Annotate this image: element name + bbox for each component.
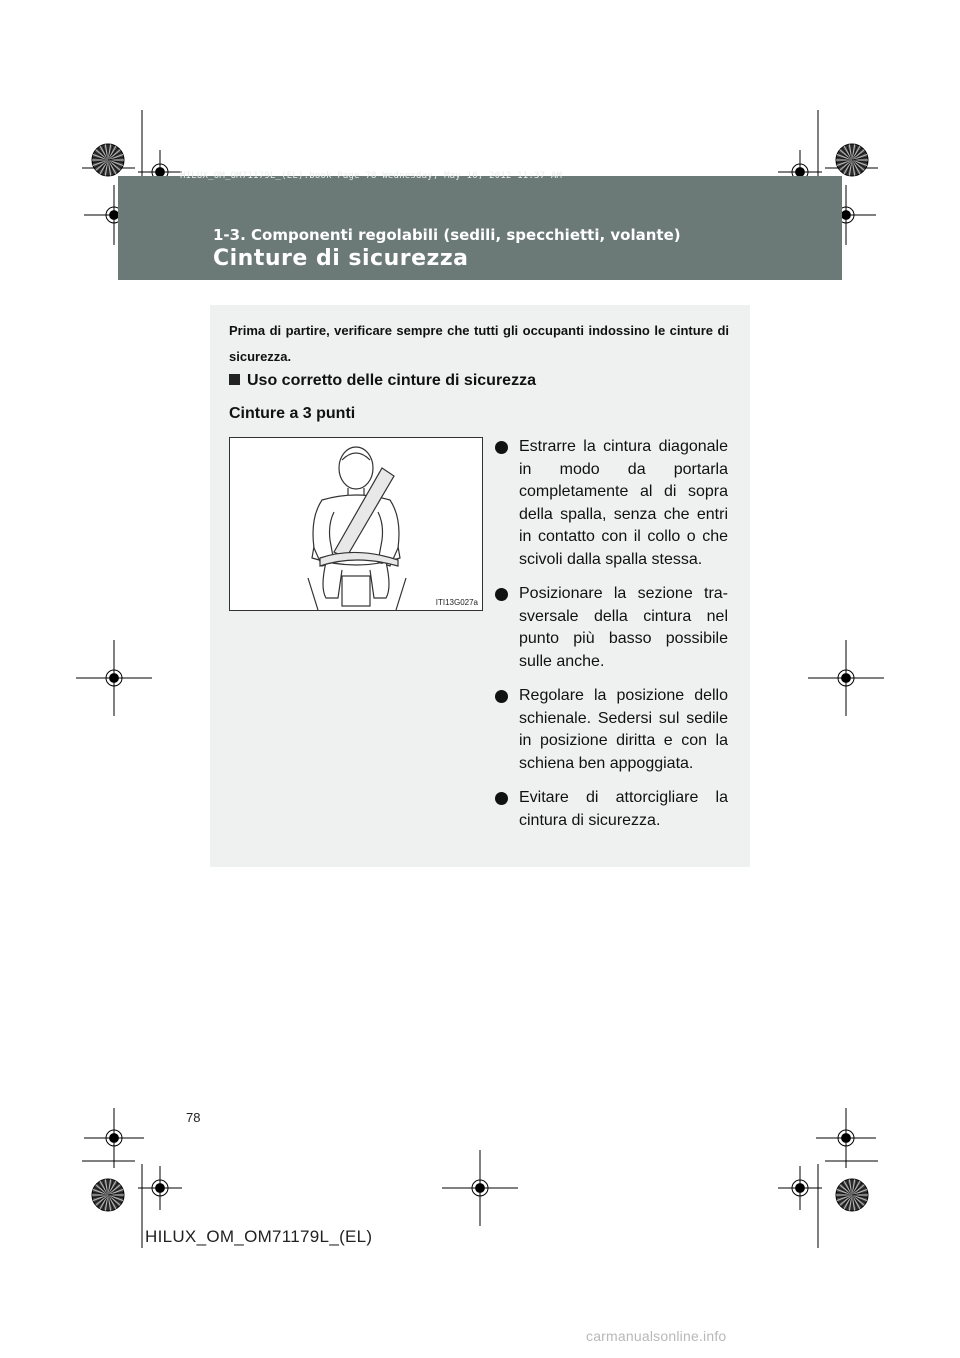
bullet-text: Regolare la posizione dello schienale. Sedersi sul sedile in posizione diritta e con la schiena ben appoggiata. — [519, 687, 728, 772]
list-item — [495, 436, 728, 571]
list-item — [495, 685, 728, 775]
starburst-mark — [92, 1179, 124, 1211]
bullet-text: Estrarre la cintura diagonale in modo da portarla completamente al di sopra della spalla, senza che entri in contatto con il collo o che scivoli dalla spalla stessa. — [519, 438, 728, 568]
list-item — [495, 583, 728, 673]
figure-code: ITI13G027a — [435, 598, 478, 607]
bullet-dot-icon — [495, 588, 508, 601]
section-heading-label: Uso corretto delle cinture di sicurezza — [247, 372, 536, 389]
crosshair-mark — [138, 1166, 182, 1210]
square-bullet-icon — [229, 374, 240, 385]
bullet-list — [495, 436, 728, 844]
crosshair-mark — [76, 640, 152, 716]
book-stamp: HILUX_OM_OM71179L_(EL).book Page 78 Wednesday, May 16, 2012 11:37 AM — [180, 171, 563, 181]
seated-person-illustration — [230, 438, 482, 610]
bullet-text: Evitare di attorcigliare la cintura di sicurezza. — [519, 789, 728, 829]
starburst-mark — [836, 144, 868, 176]
footer-doc-code: HILUX_OM_OM71179L_(EL) — [145, 1227, 373, 1246]
crosshair-mark — [808, 640, 884, 716]
bullet-text: Posizionare la sezione trasversale della cintura nel punto più basso possibile sulle anche. — [519, 585, 728, 670]
crosshair-mark — [442, 1150, 518, 1226]
subheading: Cinture a 3 punti — [229, 405, 356, 422]
crosshair-mark — [816, 1108, 876, 1168]
section-heading — [229, 372, 536, 390]
section-title: 1-3. Componenti regolabili (sedili, specchietti, volante) — [213, 226, 681, 244]
bullet-dot-icon — [495, 690, 508, 703]
list-item — [495, 787, 728, 832]
crosshair-mark — [84, 1108, 144, 1168]
bullet-dot-icon — [495, 792, 508, 805]
intro-text: Prima di partire, verificare sempre che tutti gli occupanti indossino le cinture di sicurezza. — [229, 323, 729, 364]
page-title: Cinture di sicurezza — [213, 246, 469, 271]
crosshair-mark — [778, 1166, 822, 1210]
bullet-dot-icon — [495, 441, 508, 454]
starburst-mark — [92, 144, 124, 176]
watermark: carmanualsonline.info — [586, 1328, 727, 1344]
seatbelt-figure — [229, 437, 483, 611]
starburst-mark — [836, 1179, 868, 1211]
page-number: 78 — [186, 1110, 201, 1125]
